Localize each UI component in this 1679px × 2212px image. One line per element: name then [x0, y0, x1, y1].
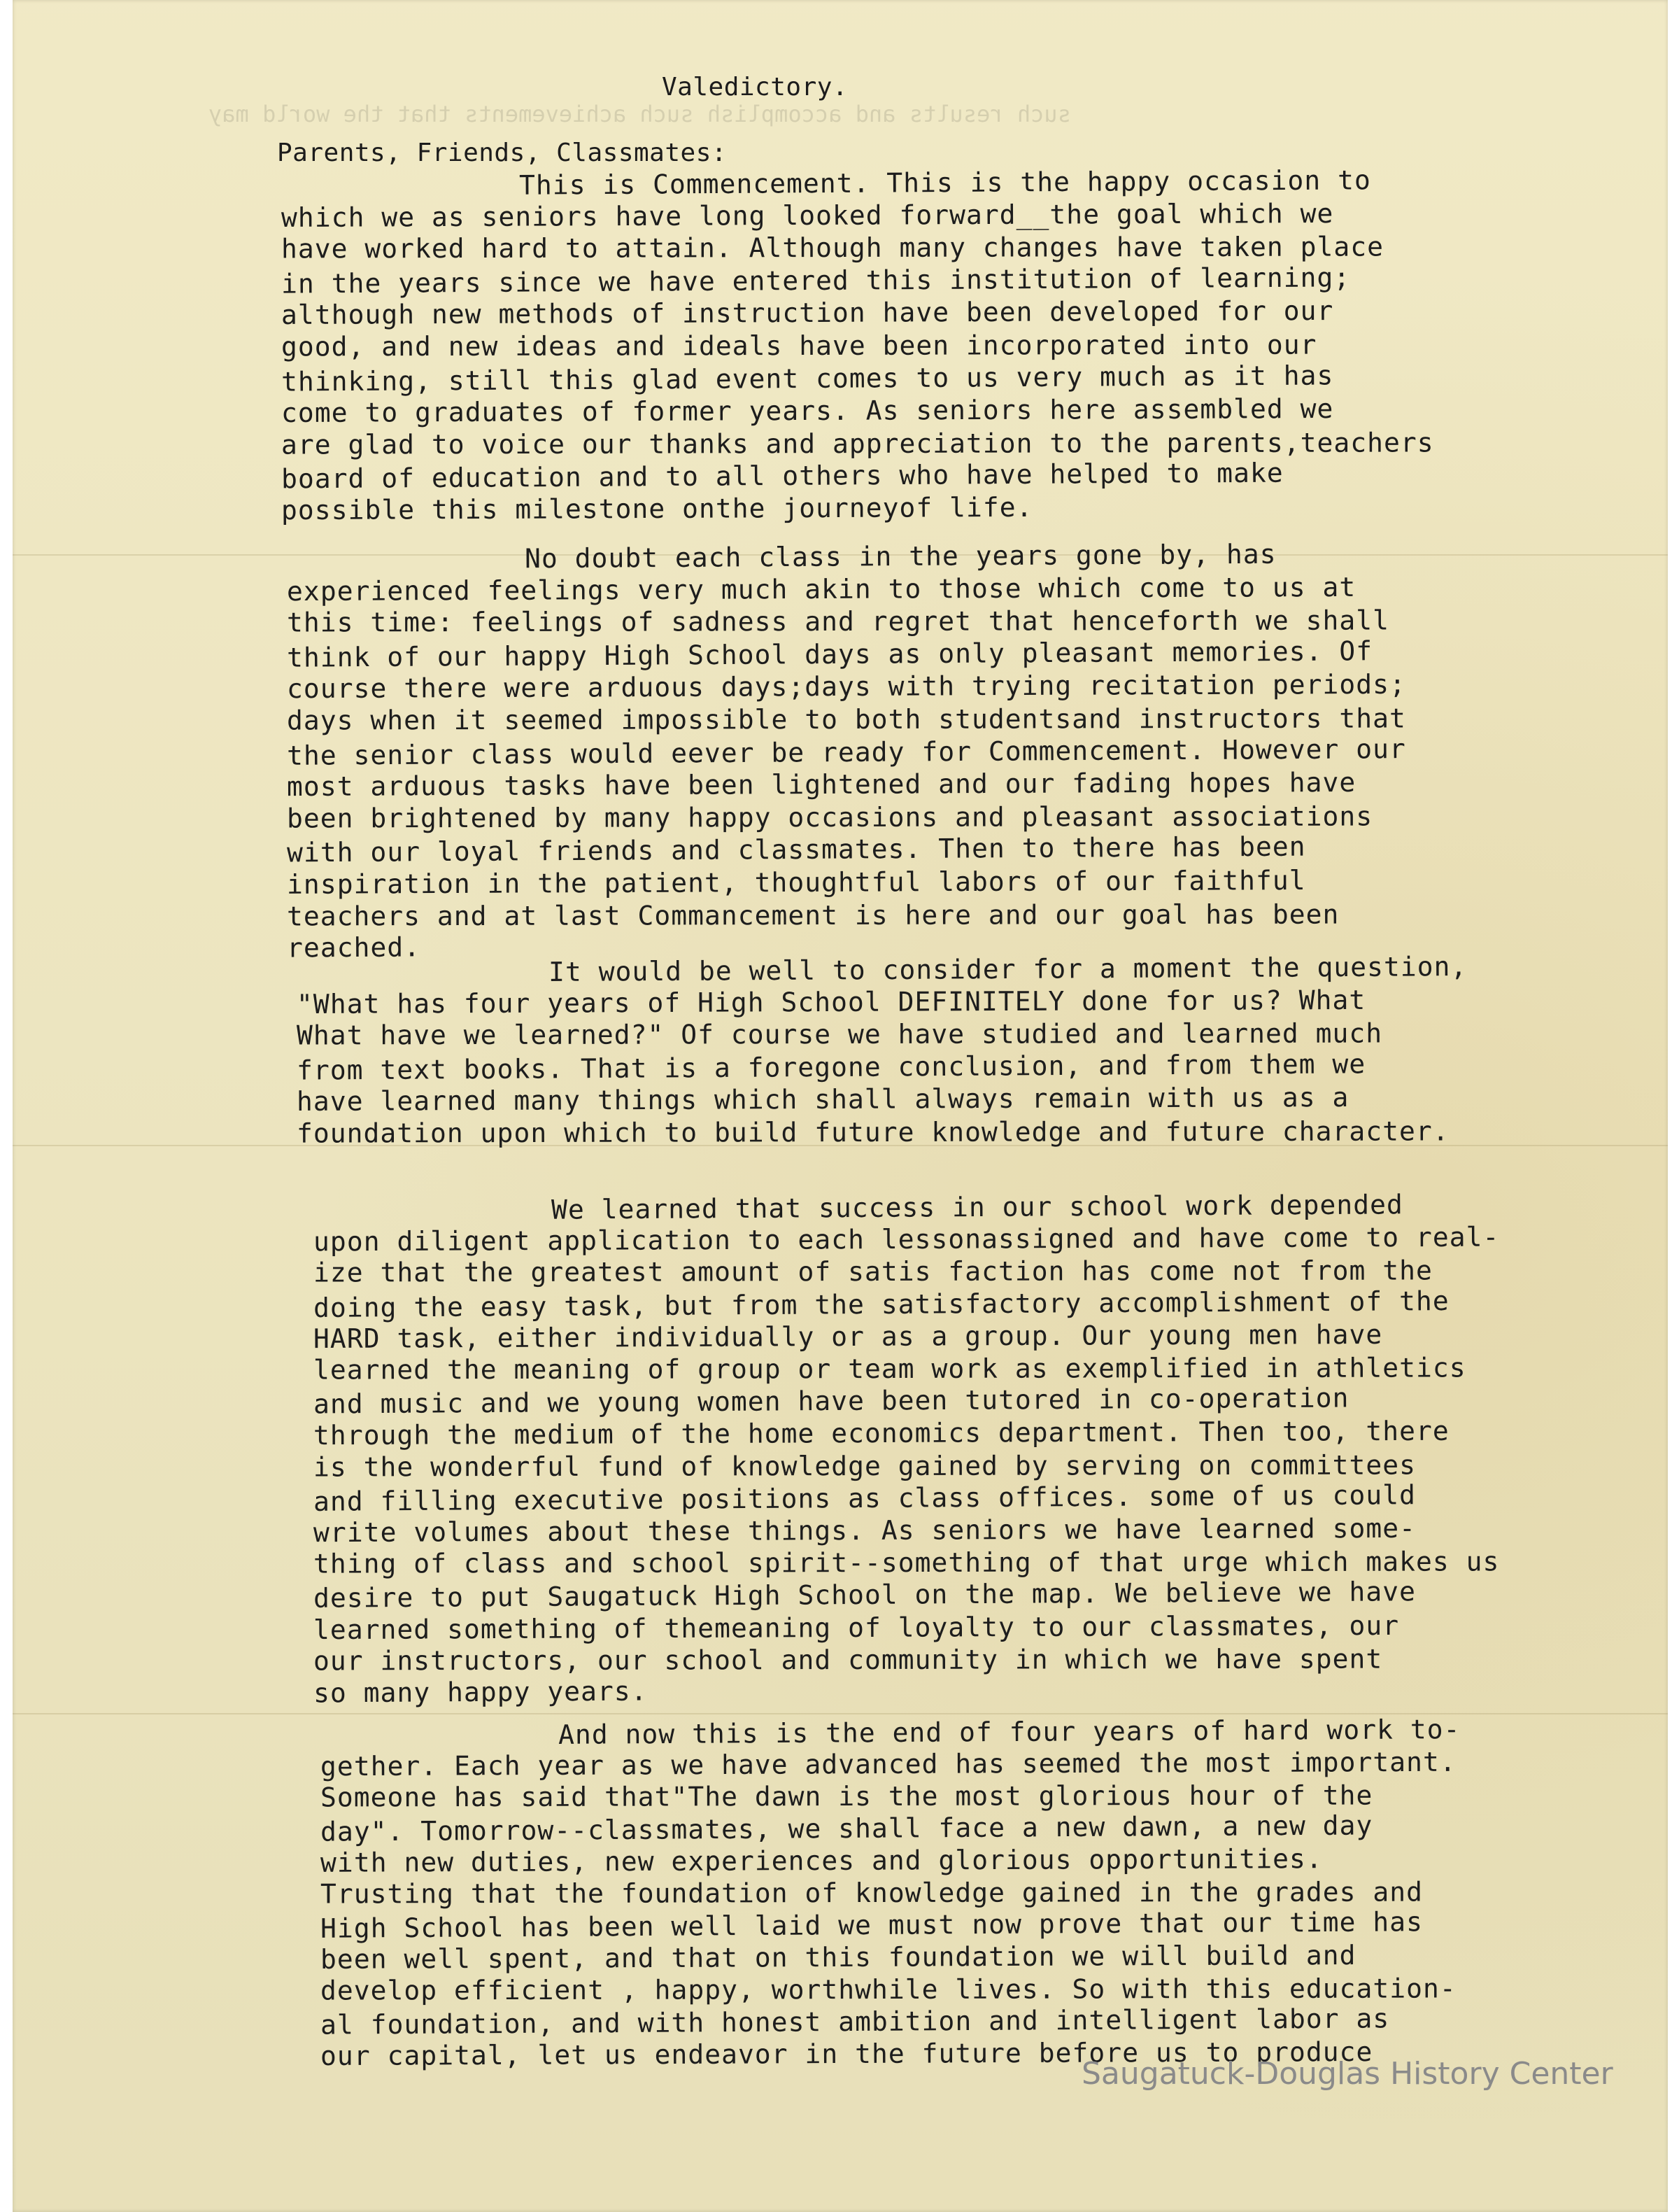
archive-watermark: Saugatuck-Douglas History Center	[1082, 2056, 1613, 2092]
typed-line: possible this milestone onthe journeyof life.	[281, 491, 1033, 526]
typed-line: High School has been well laid we must now prove that our time has	[320, 1906, 1424, 1944]
typed-line: thing of class and school spirit--something of that urge which makes us	[313, 1546, 1500, 1579]
typed-line: been well spent, and that on this foundation we will build and	[320, 1940, 1356, 1975]
typed-line: HARD task, either individually or as a group. Our young men have	[313, 1318, 1383, 1354]
typed-line: No doubt each class in the years gone by, has	[524, 538, 1277, 575]
typed-line: and filling executive positions as class offices. some of us could	[313, 1479, 1417, 1517]
typed-line: Someone has said that"The dawn is the most glorious hour of the	[320, 1780, 1373, 1813]
typed-line: "What has four years of High School DEFINITELY done for us? What	[296, 984, 1366, 1020]
typed-line: We learned that success in our school work depended	[551, 1189, 1403, 1225]
typed-line: experienced feelings very much akin to those which come to us at	[286, 571, 1356, 607]
document-title: Valedictory.	[662, 73, 849, 101]
typed-line: the senior class would eever be ready for Commencement. However our	[286, 733, 1406, 771]
typed-line: with new duties, new experiences and glorious opportunities.	[320, 1843, 1323, 1878]
salutation: Parents, Friends, Classmates:	[277, 139, 728, 167]
typed-line: so many happy years.	[313, 1675, 648, 1709]
typed-line: have worked hard to attain. Although many changes have taken place	[281, 231, 1384, 265]
typed-line: come to graduates of former years. As seniors here assembled we	[281, 393, 1334, 429]
typed-line: doing the easy task, but from the satisfactory accomplishment of the	[313, 1285, 1450, 1323]
typed-line: are glad to voice our thanks and appreciation to the parents,teachers	[281, 427, 1434, 460]
typed-line: And now this is the end of four years of hard work to-	[558, 1714, 1461, 1750]
typed-line: good, and new ideas and ideals have been incorporated into our	[281, 329, 1317, 362]
typed-line: inspiration in the patient, thoughtful labors of our faithful	[286, 865, 1306, 900]
typed-line: is the wonderful fund of knowledge gained by serving on committees	[313, 1449, 1416, 1483]
typed-line: which we as seniors have long looked forward__the goal which we	[281, 197, 1334, 233]
typed-line: al foundation, and with honest ambition and intelligent labor as	[320, 2003, 1390, 2041]
typed-line: think of our happy High School days as only pleasant memories. Of	[286, 635, 1373, 673]
typed-line: have learned many things which shall always remain with us as a	[296, 1082, 1349, 1118]
typed-line: develop efficient , happy, worthwhile lives. So with this education-	[320, 1973, 1457, 2006]
typed-line: most arduous tasks have been lightened and our fading hopes have	[286, 767, 1356, 803]
bleed-through-text: such results and accomplish such achievements that the world may	[208, 101, 1071, 127]
typed-line: day". Tomorrow--classmates, we shall face a new dawn, a new day	[320, 1810, 1373, 1847]
typed-page	[13, 0, 1668, 2212]
typed-line: foundation upon which to build future knowledge and future character.	[296, 1115, 1450, 1149]
typed-line: What have we learned?" Of course we have studied and learned much	[296, 1017, 1383, 1051]
typed-line: this time: feelings of sadness and regret that henceforth we shall	[286, 605, 1389, 638]
typed-line: learned something of themeaning of loyalty to our classmates, our	[313, 1609, 1400, 1645]
typed-line: desire to put Saugatuck High School on the map. We believe we have	[313, 1576, 1417, 1614]
typed-line: It would be well to consider for a moment the question,	[548, 950, 1468, 988]
typed-line: reached.	[286, 931, 421, 964]
typed-line: upon diligent application to each lessonassigned and have come to real-	[313, 1221, 1500, 1258]
typed-line: in the years since we have entered this institution of learning;	[281, 262, 1351, 300]
typed-line: board of education and to all others who have helped to make	[281, 458, 1284, 495]
typed-line: our instructors, our school and community in which we have spent	[313, 1643, 1383, 1677]
typed-line: course there were arduous days;days with trying recitation periods;	[286, 669, 1406, 705]
typed-line: teachers and at last Commancement is here and our goal has been	[286, 899, 1340, 932]
typed-line: thinking, still this glad event comes to us very much as it has	[281, 359, 1334, 397]
typed-line: although new methods of instruction have been developed for our	[281, 295, 1334, 331]
typed-line: days when it seemed impossible to both studentsand instructors that	[286, 703, 1406, 736]
typed-line: Trusting that the foundation of knowledge gained in the grades and	[320, 1876, 1423, 1910]
typed-line: This is Commencement. This is the happy occasion to	[518, 164, 1371, 201]
typed-line: with our loyal friends and classmates. Then to there has been	[286, 831, 1306, 868]
typed-line: gether. Each year as we have advanced has seemed the most important.	[320, 1746, 1457, 1782]
typed-line: learned the meaning of group or team work as exemplified in athletics	[313, 1352, 1466, 1386]
typed-line: write volumes about these things. As seniors we have learned some-	[313, 1512, 1417, 1549]
typed-line: our capital, let us endeavor in the future before us to produce	[320, 2036, 1373, 2072]
typed-line: ize that the greatest amount of satis faction has come not from the	[313, 1255, 1433, 1288]
typed-line: through the medium of the home economics department. Then too, there	[313, 1416, 1450, 1451]
typed-line: and music and we young women have been tutored in co-operation	[313, 1382, 1349, 1420]
typed-line: been brightened by many happy occasions and pleasant associations	[286, 801, 1373, 834]
typed-line: from text books. That is a foregone conclusion, and from them we	[296, 1048, 1366, 1086]
